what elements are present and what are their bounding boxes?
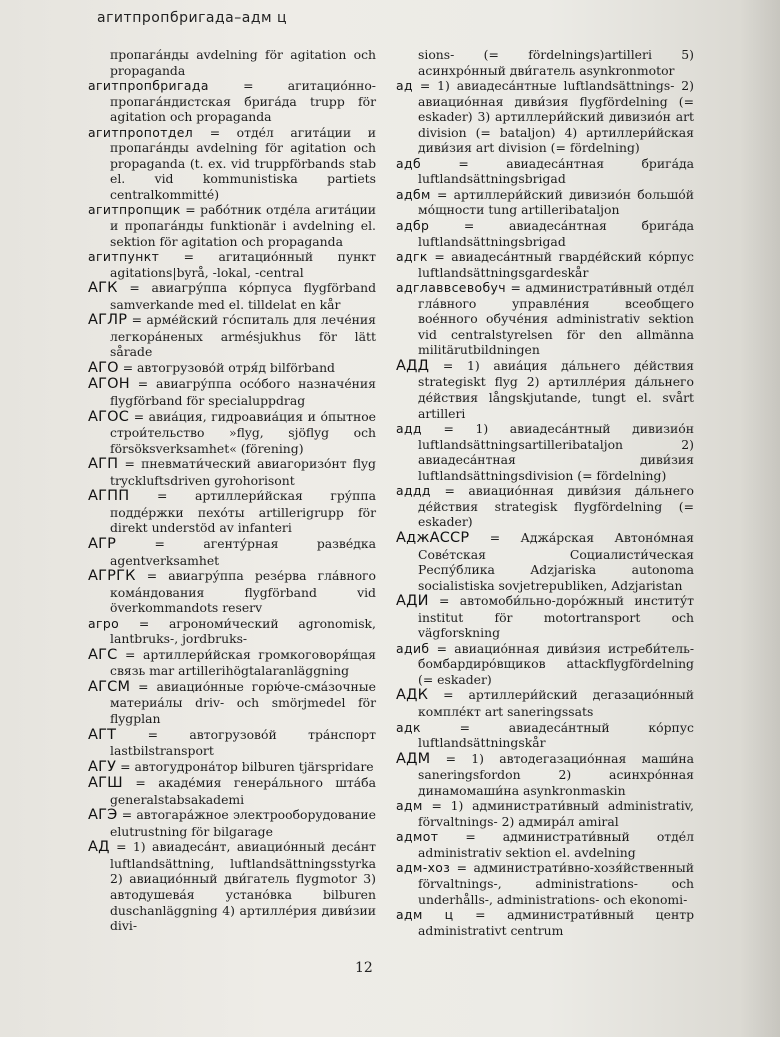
entry-paragraph: адгк = авиадеса́нтный гварде́йский ко́рпус luftlandsättningsgardeskår	[396, 249, 694, 280]
right-column	[396, 47, 694, 938]
entry-paragraph: агитпункт = агитацио́нный пункт agitations|byrå, -lokal, -central	[88, 249, 376, 280]
entry-headword: адб	[396, 155, 422, 171]
entry-definition: артиллери́йская громкоговоря́щая связь mar artillerihögtalaranläggning	[110, 646, 376, 679]
entry-paragraph: адд = 1) авиадеса́нтный дивизио́н luftlandsättningsartilleribataljon 2) авиадеса́нтная диви́зия luftlandsättningsdivision (= fördelning)	[396, 421, 694, 483]
dictionary-entry	[396, 720, 694, 751]
entry-headword: агитпункт	[88, 249, 160, 265]
entry-headword: АГЛР	[88, 312, 128, 329]
entry-headword: АДК	[396, 687, 429, 704]
dictionary-entry	[396, 593, 694, 641]
entry-paragraph: АГК = авиагру́ппа ко́рпуса flygförband samverkande med el. tilldelat en kår	[88, 280, 376, 312]
entry-paragraph: аддд = авиацио́нная диви́зия да́льнего де́йствия strategisk flygfördelning (= eskader)	[396, 483, 694, 530]
entry-headword: АДИ	[396, 593, 429, 610]
left-column	[88, 47, 376, 934]
dictionary-entry	[88, 249, 376, 280]
dictionary-entry	[88, 839, 376, 933]
entry-definition: sions- (= fördelnings)artilleri 5) асинхро́нный дви́гатель asynkronmotor	[418, 47, 694, 78]
entry-paragraph: АГО = автогрузово́й отря́д bilförband	[88, 359, 335, 376]
entry-headword: АДД	[396, 357, 430, 374]
entry-headword: АГОС	[88, 408, 130, 425]
dictionary-entry	[396, 78, 694, 156]
entry-headword: ад	[396, 78, 413, 94]
entry-paragraph: адглаввсевобуч = администрати́вный отде́л гла́вного управле́ния всеобщего вое́нного обуче́ния administrativ sektion vid centralstyrelsen för den allmänna militärutbildningen	[396, 280, 694, 358]
entry-definition: автогудрона́тор bilburen tjärspridare	[134, 758, 374, 774]
entry-paragraph: агитпропщик = рабо́тник отде́ла агита́ции и пропага́нды funktionär i avdelning el. sektion för agitation och propaganda	[88, 202, 376, 249]
dictionary-entry	[88, 807, 376, 839]
entry-definition: авиацио́нная диви́зия истреби́тель-бомбардиро́вщиков attackflygfördelning (= eskader)	[418, 640, 695, 687]
entry-definition: авиадеса́нтная брига́да luftlandsättningsbrigad	[418, 155, 694, 187]
entry-headword: АГО	[88, 359, 119, 376]
dictionary-entry	[88, 312, 376, 360]
page-edge-shadow	[740, 0, 780, 1037]
dictionary-entry	[396, 187, 694, 218]
entry-definition: авиадеса́нтная брига́да luftlandsättningsbrigad	[418, 218, 694, 249]
entry-definition: авиацио́нная диви́зия да́льнего де́йствия strategisk flygfördelning (= eskader)	[418, 483, 694, 530]
entry-headword: АГПП	[88, 488, 130, 505]
entry-headword: агитпропбригада	[88, 78, 209, 94]
dictionary-entry	[88, 536, 376, 568]
entry-headword: АГС	[88, 646, 118, 663]
dictionary-entry	[396, 218, 694, 249]
entry-paragraph: АДМ = 1) автодегазацио́нная маши́на saneringsfordon 2) асинхро́нная динамомаши́на asynkronmaskin	[396, 750, 694, 798]
entry-definition: пневмати́ческий авиагоризо́нт flyg tryckluftsdriven gyrohorisont	[110, 456, 376, 488]
entry-paragraph: АГР = агенту́рная разве́дка agentverksamhet	[88, 535, 376, 568]
dictionary-entry	[396, 687, 694, 719]
entry-headword: АДМ	[396, 750, 431, 767]
entry-paragraph: АГРГК = авиагру́ппа резе́рва гла́вного кома́ндования flygförband vid överkommandots reserv	[88, 568, 376, 616]
entry-headword: АГТ	[88, 726, 117, 743]
entry-headword: адбр	[396, 218, 430, 234]
dictionary-entry	[396, 249, 694, 280]
entry-paragraph	[88, 47, 376, 78]
entry-paragraph: АГПП = артиллери́йская гру́ппа подде́ржки пехо́ты artillerigrupp för direkt understöd av infanteri	[88, 488, 376, 536]
entry-definition: администрати́вный центр administrativt centrum	[418, 907, 695, 938]
entry-definition: авиадеса́нтный ко́рпус luftlandsättningskår	[418, 719, 694, 751]
entry-definition: автогрузово́й отря́д bilförband	[137, 359, 335, 375]
dictionary-entry	[396, 47, 694, 78]
dictionary-entry	[396, 358, 694, 421]
entry-definition: артиллери́йский дивизио́н большо́й мо́щности tung artilleribataljon	[418, 186, 694, 218]
dictionary-entry	[396, 156, 694, 187]
dictionary-entry	[396, 483, 694, 530]
entry-paragraph: АГШ = акаде́мия генера́льного шта́ба generalstabsakademi	[88, 775, 376, 807]
entry-paragraph: АГСМ = авиацио́нные горю́че-сма́зочные материа́лы driv- och smörjmedel för flygplan	[88, 678, 376, 726]
entry-definition: автогара́жное электрооборудование elutrustning för bilgarage	[110, 807, 376, 839]
entry-definition: агенту́рная разве́дка agentverksamhet	[110, 535, 376, 568]
entry-paragraph: АДИ = автомоби́льно-доро́жный институ́т institut för motortransport och vägforskning	[396, 593, 694, 641]
dictionary-entry	[88, 125, 376, 203]
entry-headword: агро	[88, 615, 120, 631]
entry-paragraph: АГОН = авиагру́ппа осо́бого назначе́ния flygförband för specialuppdrag	[88, 376, 376, 409]
entry-headword: адм	[396, 798, 423, 814]
entry-paragraph: адб = авиадеса́нтная брига́да luftlandsättningsbrigad	[396, 155, 694, 187]
entry-definition: авиа́ция, гидроавиа́ция и о́пытное строи́тельство »flyg, sjöflyg och försöksverksamhet« (förening)	[110, 408, 376, 456]
entry-headword: адиб	[396, 640, 430, 656]
dictionary-entry	[88, 456, 376, 488]
dictionary-entry	[88, 488, 376, 536]
entry-definition: артиллери́йская гру́ппа подде́ржки пехо́ты artillerigrupp för direkt understöd av infanteri	[110, 488, 376, 536]
entry-definition: автомоби́льно-доро́жный институ́т institut för motortransport och vägforskning	[418, 593, 694, 641]
dictionary-entry	[88, 679, 376, 727]
entry-headword: АГОН	[88, 376, 130, 393]
entry-paragraph: АД = 1) авиадеса́нт, авиацио́нный деса́нт luftlandsättning, luftlandsättningsstyrka 2) авиацио́нный дви́гатель flygmotor 3) автодушева́я устано́вка bilburen duschanläggning 4) артилле́рия диви́зии divi-	[88, 839, 376, 934]
entry-headword: адд	[396, 421, 422, 437]
entry-paragraph: АджАССР = Аджа́рская Автоно́мная Сове́тская Социалисти́ческая Респу́блика Adzjariska autonoma socialistiska sovjetrepubliken, Adzjaristan	[396, 529, 694, 593]
dictionary-entry	[88, 775, 376, 807]
running-header: агитпропбригада–адм ц	[97, 10, 288, 26]
entry-paragraph: ад = 1) авиадеса́нтные luftlandsättnings- 2) авиацио́нная диви́зия flygfördelning (= eskader) 3) артиллери́йский дивизио́н art division (= bataljon) 4) артиллери́йская диви́зия art division (= fördelning)	[396, 78, 694, 156]
entry-definition: агитацио́нный пункт agitations|byrå, -lokal, -central	[110, 249, 376, 280]
dictionary-entry	[88, 360, 376, 377]
entry-definition: артиллери́йский дегазацио́нный компле́кт art saneringssats	[418, 687, 694, 719]
entry-paragraph: адбр = авиадеса́нтная брига́да luftlandsättningsbrigad	[396, 218, 694, 249]
dictionary-entry	[396, 860, 694, 907]
entry-paragraph: АГЭ = автогара́жное электрооборудование elutrustning för bilgarage	[88, 807, 376, 839]
entry-definition: пропага́нды avdelning för agitation och propaganda	[110, 47, 376, 78]
entry-paragraph: АДД = 1) авиа́ция да́льнего де́йствия strategiskt flyg 2) артилле́рия да́льнего де́йствия långskjutande, tungt el. svårt artilleri	[396, 357, 694, 421]
dictionary-entry	[88, 47, 376, 78]
entry-paragraph: агитпропбригада = агитацио́нно-пропага́ндистская брига́да trupp för agitation och propaganda	[88, 78, 376, 125]
dictionary-entry	[396, 907, 694, 938]
entry-headword: АГРГК	[88, 568, 136, 585]
entry-headword: АГШ	[88, 775, 123, 792]
entry-definition: отде́л агита́ции и пропага́нды avdelning för agitation och propaganda (t. ex. vid truppförbands stab el. vid kommunistiska partiets centralkommitté)	[110, 124, 376, 202]
entry-paragraph: АГТ = автогрузово́й тра́нспорт lastbilstransport	[88, 726, 376, 759]
entry-paragraph: адбм = артиллери́йский дивизио́н большо́й мо́щности tung artilleribataljon	[396, 186, 694, 218]
entry-definition: Аджа́рская Автоно́мная Сове́тская Социалисти́ческая Респу́блика Adzjariska autonoma socialistiska sovjetrepubliken, Adzjaristan	[418, 529, 694, 593]
entry-paragraph: адмот = администрати́вный отде́л administrativ sektion el. avdelning	[396, 829, 694, 860]
entry-paragraph: агитпропотдел = отде́л агита́ции и пропага́нды avdelning för agitation och propaganda (t. ex. vid truppförbands stab el. vid kommunistiska partiets centralkommitté)	[88, 124, 376, 202]
entry-definition: 1) автодегазацио́нная маши́на saneringsfordon 2) асинхро́нная динамомаши́на asynkronmaskin	[418, 750, 694, 798]
entry-headword: адбм	[396, 186, 431, 202]
entry-definition: администрати́вный отде́л administrativ sektion el. avdelning	[418, 829, 694, 860]
entry-headword: АГСМ	[88, 678, 131, 695]
entry-definition: агрономи́ческий agronomisk, lantbruks-, jordbruks-	[110, 615, 376, 647]
entry-definition: рабо́тник отде́ла агита́ции и пропага́нды funktionär i avdelning el. sektion för agitation och propaganda	[110, 202, 376, 249]
entry-headword: АД	[88, 839, 110, 856]
dictionary-entry	[396, 280, 694, 358]
dictionary-entry	[88, 647, 376, 679]
entry-headword: адм ц	[396, 907, 454, 923]
entry-paragraph: АГП = пневмати́ческий авиагоризо́нт flyg tryckluftsdriven gyrohorisont	[88, 456, 376, 488]
entry-headword: АГР	[88, 535, 117, 552]
dictionary-entry	[88, 78, 376, 125]
entry-headword: АГУ	[88, 758, 117, 775]
entry-headword: адгк	[396, 249, 428, 265]
dictionary-entry	[396, 530, 694, 593]
entry-headword: агитпропщик	[88, 202, 181, 218]
entry-definition: автогрузово́й тра́нспорт lastbilstransport	[110, 726, 376, 759]
dictionary-entry	[88, 616, 376, 647]
dictionary-entry	[88, 409, 376, 457]
entry-paragraph: АГС = артиллери́йская громкоговоря́щая связь mar artillerihögtalaranläggning	[88, 646, 376, 679]
entry-headword: АджАССР	[396, 529, 470, 546]
entry-paragraph: АГЛР = арме́йский го́спиталь для лече́ния легкора́неных armésjukhus för lätt sårade	[88, 312, 376, 360]
entry-definition: авиагру́ппа резе́рва гла́вного кома́ндования flygförband vid överkommandots reserv	[110, 568, 376, 616]
dictionary-entry	[88, 202, 376, 249]
entry-paragraph: АГОС = авиа́ция, гидроавиа́ция и о́пытное строи́тельство »flyg, sjöflyg och försöksverksamhet« (förening)	[88, 408, 376, 456]
entry-headword: аддд	[396, 483, 431, 499]
entry-paragraph: АДК = артиллери́йский дегазацио́нный компле́кт art saneringssats	[396, 687, 694, 719]
entry-headword: АГЭ	[88, 807, 118, 824]
entry-definition: администрати́вный отде́л гла́вного управле́ния всеобщего вое́нного обуче́ния administrativ sektion vid centralstyrelsen för den allmänna militärutbildningen	[418, 280, 694, 358]
entry-headword: адк	[396, 719, 421, 735]
dictionary-entry	[396, 829, 694, 860]
entry-definition: акаде́мия генера́льного шта́ба generalstabsakademi	[110, 775, 376, 807]
entry-headword: агитпропотдел	[88, 124, 194, 140]
entry-paragraph: адм-хоз = администрати́вно-хозя́йственный förvaltnings-, administrations- och underhålls-, administrations- och ekonomi-	[396, 860, 694, 907]
page-number: 12	[355, 960, 373, 976]
entry-definition: 1) авиа́ция да́льнего де́йствия strategiskt flyg 2) артилле́рия да́льнего де́йствия långskjutande, tungt el. svårt artilleri	[418, 357, 694, 421]
entry-paragraph	[396, 47, 694, 78]
entry-definition: администрати́вно-хозя́йственный förvaltnings-, administrations- och underhålls-, administrations- och ekonomi-	[418, 860, 694, 907]
entry-paragraph: АГУ = автогудрона́тор bilburen tjärspridare	[88, 758, 374, 775]
entry-paragraph: адм ц = администрати́вный центр administrativt centrum	[396, 907, 695, 938]
dictionary-entry	[396, 421, 694, 483]
entry-definition: авиагру́ппа ко́рпуса flygförband samverkande med el. tilldelat en kår	[110, 280, 376, 312]
dictionary-entry	[396, 798, 694, 829]
entry-paragraph: адк = авиадеса́нтный ко́рпус luftlandsättningskår	[396, 719, 694, 751]
dictionary-entry	[88, 727, 376, 759]
entry-definition: 1) авиадеса́нт, авиацио́нный деса́нт luftlandsättning, luftlandsättningsstyrka 2) авиацио́нный дви́гатель flygmotor 3) автодушева́я устано́вка bilburen duschanläggning 4) артилле́рия диви́зии divi-	[110, 839, 376, 934]
dictionary-entry	[88, 280, 376, 312]
entry-headword: АГП	[88, 456, 119, 473]
dictionary-entry	[88, 376, 376, 408]
entry-definition: авиагру́ппа осо́бого назначе́ния flygförband för specialuppdrag	[110, 376, 376, 409]
entry-paragraph: адм = 1) администрати́вный administrativ, förvaltnings- 2) адмира́л amiral	[396, 798, 694, 829]
dictionary-entry	[88, 568, 376, 616]
entry-definition: 1) администрати́вный administrativ, förvaltnings- 2) адмира́л amiral	[418, 798, 694, 829]
dictionary-entry	[396, 641, 694, 688]
entry-definition: авиадеса́нтный гварде́йский ко́рпус luftlandsättningsgardeskår	[418, 249, 694, 280]
entry-definition: 1) авиадеса́нтный дивизио́н luftlandsättningsartilleribataljon 2) авиадеса́нтная диви́зия luftlandsättningsdivision (= fördelning)	[418, 421, 694, 483]
entry-headword: адглаввсевобуч	[396, 280, 507, 296]
dictionary-entry	[396, 751, 694, 799]
entry-definition: арме́йский го́спиталь для лече́ния легкора́неных armésjukhus för lätt sårade	[110, 312, 376, 360]
entry-definition: 1) авиадеса́нтные luftlandsättnings- 2) авиацио́нная диви́зия flygfördelning (= eskader) 3) артиллери́йский дивизио́н art division (= bataljon) 4) артиллери́йская диви́зия art division (= fördelning)	[418, 78, 694, 156]
entry-headword: адм-хоз	[396, 860, 451, 876]
entry-definition: авиацио́нные горю́че-сма́зочные материа́лы driv- och smörjmedel för flygplan	[110, 678, 376, 726]
entry-paragraph: агро = агрономи́ческий agronomisk, lantbruks-, jordbruks-	[88, 615, 376, 647]
entry-definition: агитацио́нно-пропага́ндистская брига́да trupp för agitation och propaganda	[110, 78, 376, 125]
entry-paragraph: адиб = авиацио́нная диви́зия истреби́тель-бомбардиро́вщиков attackflygfördelning (= eskader)	[396, 640, 695, 687]
dictionary-entry	[88, 759, 376, 776]
entry-headword: адмот	[396, 829, 439, 845]
entry-headword: АГК	[88, 280, 118, 297]
